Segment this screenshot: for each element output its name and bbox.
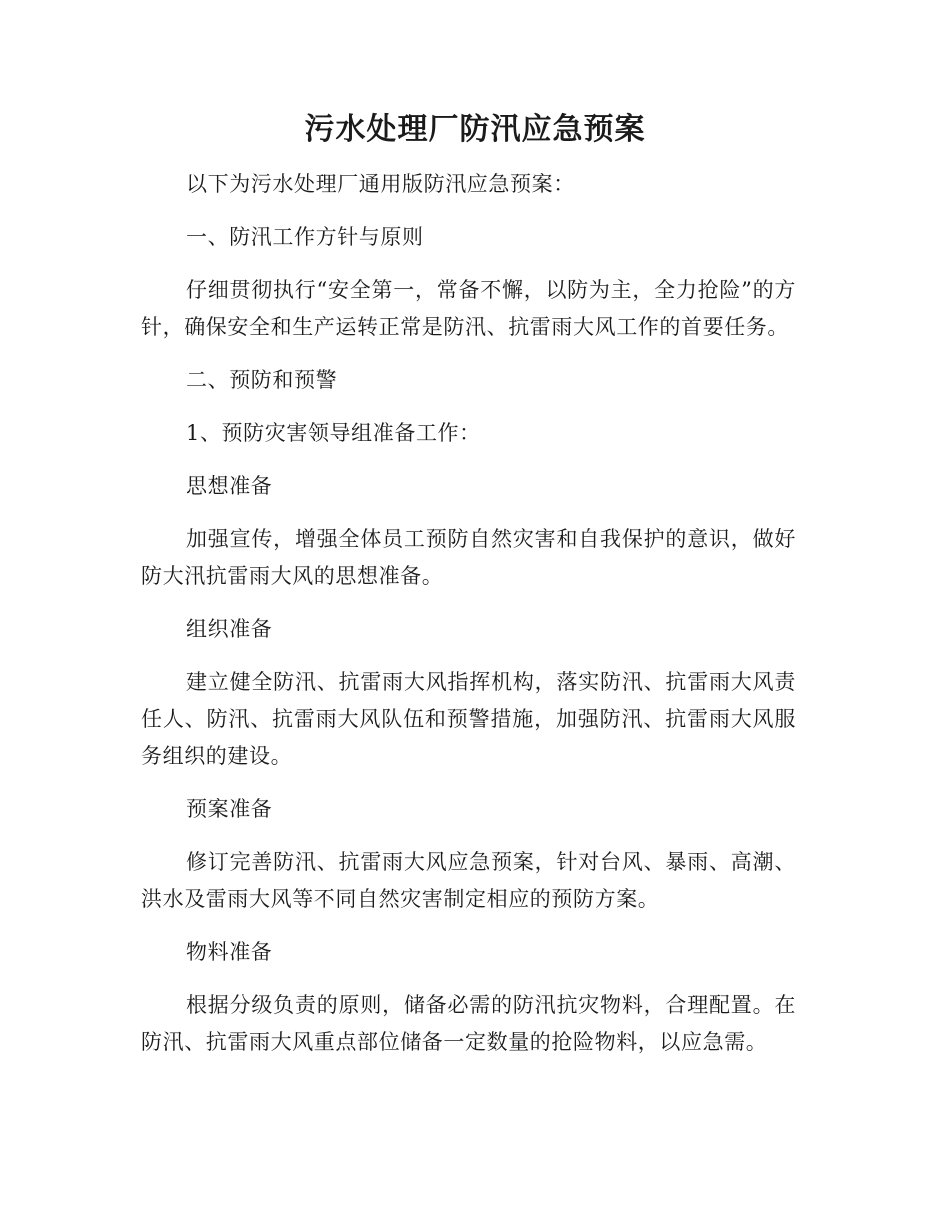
principles-paragraph: 仔细贯彻执行“安全第一，常备不懈，以防为主，全力抢险”的方针，确保安全和生产运转正常是防汛、抗雷雨大风工作的首要任务。 xyxy=(141,278,796,339)
intro-paragraph: 以下为污水处理厂通用版防汛应急预案： xyxy=(186,172,575,196)
section-heading-prevention: 二、预防和预警 xyxy=(186,368,338,392)
organization-paragraph: 建立健全防汛、抗雷雨大风指挥机构，落实防汛、抗雷雨大风责任人、防汛、抗雷雨大风队伍和预警措施，加强防汛、抗雷雨大风服务组织的建设。 xyxy=(141,670,796,768)
item-heading-materials: 物料准备 xyxy=(186,940,273,964)
document-title: 污水处理厂防汛应急预案 xyxy=(304,112,646,147)
mental-paragraph: 加强宣传，增强全体员工预防自然灾害和自我保护的意识，做好防大汛抗雷雨大风的思想准备。 xyxy=(141,527,796,588)
subsection-heading-leadership: 1、预防灾害领导组准备工作： xyxy=(186,421,481,445)
item-heading-plan: 预案准备 xyxy=(186,797,273,821)
item-heading-mental: 思想准备 xyxy=(186,474,273,498)
materials-paragraph: 根据分级负责的原则，储备必需的防汛抗灾物料，合理配置。在防汛、抗雷雨大风重点部位储备一定数量的抢险物料，以应急需。 xyxy=(141,993,796,1054)
plan-paragraph: 修订完善防汛、抗雷雨大风应急预案，针对台风、暴雨、高潮、洪水及雷雨大风等不同自然灾害制定相应的预防方案。 xyxy=(141,850,796,911)
item-heading-organization: 组织准备 xyxy=(186,617,273,641)
document-body xyxy=(141,166,796,1077)
section-heading-principles: 一、防汛工作方针与原则 xyxy=(186,225,424,249)
